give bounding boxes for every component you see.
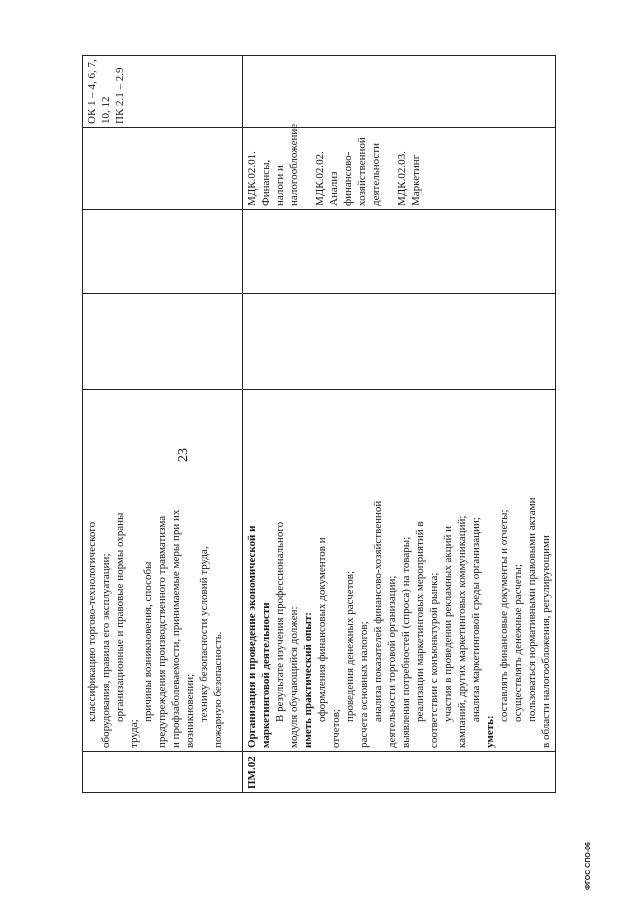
description-cell <box>243 390 556 752</box>
text-line: отчетов; <box>330 709 342 748</box>
text-line: МДК.02.01. <box>246 151 258 206</box>
module-code-cell <box>83 752 243 793</box>
table-row <box>83 56 243 793</box>
page-number: 23 <box>176 448 191 462</box>
curriculum-table <box>82 55 556 793</box>
text-line: уметь: <box>484 715 496 748</box>
empty-cell <box>243 210 556 294</box>
text-line: модуля обучающийся должен: <box>288 606 300 748</box>
competencies-cell <box>83 56 243 128</box>
table-row <box>243 56 556 793</box>
mdk-cell <box>83 128 243 210</box>
text-line: налогообложение <box>288 123 300 206</box>
empty-cell <box>83 210 243 294</box>
text-line: анализа показателей финансово-хозяйственной <box>372 500 384 722</box>
text-line: реализации маркетинговых мероприятий в <box>414 521 426 722</box>
text-line: выявления потребностей (спроса) на товары; <box>400 536 412 748</box>
text-line: расчета основных налогов; <box>358 621 370 748</box>
text-line: классификацию торгово-технологического <box>86 521 98 722</box>
text-line: анализа маркетинговой среды организации; <box>470 517 482 722</box>
text-line: труда; <box>128 719 140 748</box>
text-line: составлять финансовые документы и отчеты; <box>498 509 510 722</box>
text-line: технику безопасности условий труда, <box>198 546 210 722</box>
text-line: пользоваться нормативными правовыми актами <box>526 497 538 722</box>
text-line: хозяйственной <box>356 137 368 206</box>
spacer <box>383 131 395 206</box>
text-line: оборудования, правила его эксплуатации; <box>100 553 112 748</box>
competencies-cell <box>243 56 556 128</box>
text-line: Анализ финансово- <box>328 151 354 206</box>
text-line: проведения денежных расчетов; <box>344 570 356 722</box>
text-line: МДК.02.03. <box>396 151 408 206</box>
text-line: Маркетинг <box>410 154 422 206</box>
text-line: причины возникновения, способы <box>142 561 154 722</box>
document-footer: ФГОС СПО-06 <box>585 842 592 890</box>
text-line: соответствии с конъюнктурой рынка; <box>428 572 440 748</box>
text-line: пожарную безопасность. <box>212 631 224 748</box>
module-code-cell: ПМ.02 <box>243 752 556 793</box>
competency-line: 10, 12 <box>100 96 112 124</box>
text-line: Организация и проведение экономической и <box>246 525 258 748</box>
text-line: МДК.02.02. <box>314 151 326 206</box>
text-line: кампаний, других маркетинговых коммуникаций; <box>456 515 468 748</box>
mdk-cell <box>243 123 556 210</box>
text-line: и профзаболеваемости, принимаемые меры при их <box>170 509 182 748</box>
text-line: В результате изучения профессионального <box>274 521 286 722</box>
competency-line: ОК 1 – 4, 6, 7, <box>86 59 98 124</box>
text-line: в области налогообложения, регулирующими <box>540 535 552 748</box>
empty-cell <box>83 294 243 390</box>
text-line: деятельности <box>370 143 382 206</box>
text-line: иметь практический опыт: <box>302 611 314 748</box>
text-line: Финансы, налоги и <box>260 159 286 206</box>
empty-cell <box>243 294 556 390</box>
competency-line: ПК 2.1 – 2.9 <box>114 67 126 124</box>
spacer <box>301 131 313 206</box>
text-line: маркетинговой деятельности <box>260 602 272 748</box>
text-line: предупреждения производственного травматизма <box>156 515 168 748</box>
text-line: организационные и правовые нормы охраны <box>114 512 126 722</box>
text-line: деятельности торговой организации; <box>386 575 398 748</box>
text-line: оформления финансовых документов и <box>316 537 328 722</box>
description-cell <box>83 390 243 752</box>
text-line: возникновении; <box>184 673 196 748</box>
text-line: осуществлять денежные расчеты; <box>512 564 524 722</box>
text-line: участия в проведении рекламных акций и <box>442 526 454 722</box>
